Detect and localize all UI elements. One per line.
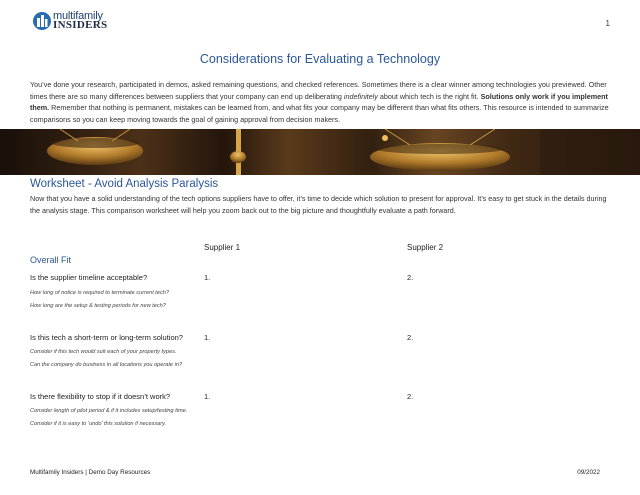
- logo-wordmark-bottom: INSIDERS: [53, 19, 108, 31]
- intro-italic: indefinitely: [343, 91, 378, 101]
- intro-text-1: You’ve done your research, participated in demos, asked remaining questions, and checked references. Sometimes there is a clear winner among technologies you previewed. Other times there are so many differences between suppliers that your company can end up deliberating: [30, 80, 607, 101]
- question-hint: Consider if it is easy to ‘undo’ this solution if necessary.: [30, 421, 167, 427]
- overall-fit-heading: Overall Fit: [30, 255, 72, 265]
- worksheet-title: Worksheet - Avoid Analysis Paralysis: [30, 178, 219, 190]
- intro-text-3: Remember that nothing is permanent, mistakes can be learned from, and what fits your company may be different than what fits others. This resource is intended to summarize comparisons so you can keep moving towards the goal of gaining approval from decision makers.: [30, 103, 609, 124]
- footer-source: Multifamily Insiders | Demo Day Resources: [30, 469, 151, 476]
- question-timeline: Is the supplier timeline acceptable?: [30, 273, 148, 282]
- question-term: Is this tech a short-term or long-term solution?: [30, 333, 183, 342]
- footer-date: 09/2022: [577, 469, 600, 476]
- question-hint: How long of notice is required to terminate current tech?: [30, 290, 169, 296]
- logo-wordmark-top: multifamily: [53, 10, 103, 22]
- question-flexibility: Is there flexibility to stop if it doesn’t work?: [30, 392, 171, 401]
- worksheet-intro: Now that you have a solid understanding of the tech options suppliers have to offer, it’s time to decide which solution to present for approval. It’s easy to get stuck in the details during the analysis stage. This comparison worksheet will help you zoom back out to the big picture and thoughtfully evaluate a path forward.: [30, 194, 607, 215]
- scales-banner-image: [0, 129, 640, 175]
- question-hint: Can the company do business in all locations you operate in?: [30, 362, 183, 368]
- supplier-2-answer-field[interactable]: 2.: [407, 392, 414, 401]
- question-hint: Consider if this tech would suit each of your property types.: [30, 349, 177, 355]
- intro-bold: Solutions only work if you implement them.: [30, 91, 608, 113]
- supplier-2-answer-field[interactable]: 2.: [407, 333, 414, 342]
- supplier-2-header: Supplier 2: [407, 243, 444, 252]
- supplier-1-answer-field[interactable]: 1.: [204, 392, 211, 401]
- question-hint: How long are the setup & testing periods for new tech?: [30, 303, 166, 309]
- intro-paragraph: [30, 79, 614, 125]
- supplier-2-answer-field[interactable]: 2.: [407, 273, 414, 282]
- supplier-1-answer-field[interactable]: 1.: [204, 333, 211, 342]
- supplier-1-header: Supplier 1: [204, 243, 241, 252]
- question-hint: Consider length of pilot period & if it includes setup/testing time.: [30, 408, 188, 414]
- intro-text-2: about which tech is the right fit.: [377, 91, 481, 101]
- logo-building-icon: [32, 11, 52, 31]
- logo: [32, 11, 107, 31]
- page-title: Considerations for Evaluating a Technology: [199, 52, 441, 66]
- supplier-1-answer-field[interactable]: 1.: [204, 273, 211, 282]
- page-number: 1: [605, 19, 610, 28]
